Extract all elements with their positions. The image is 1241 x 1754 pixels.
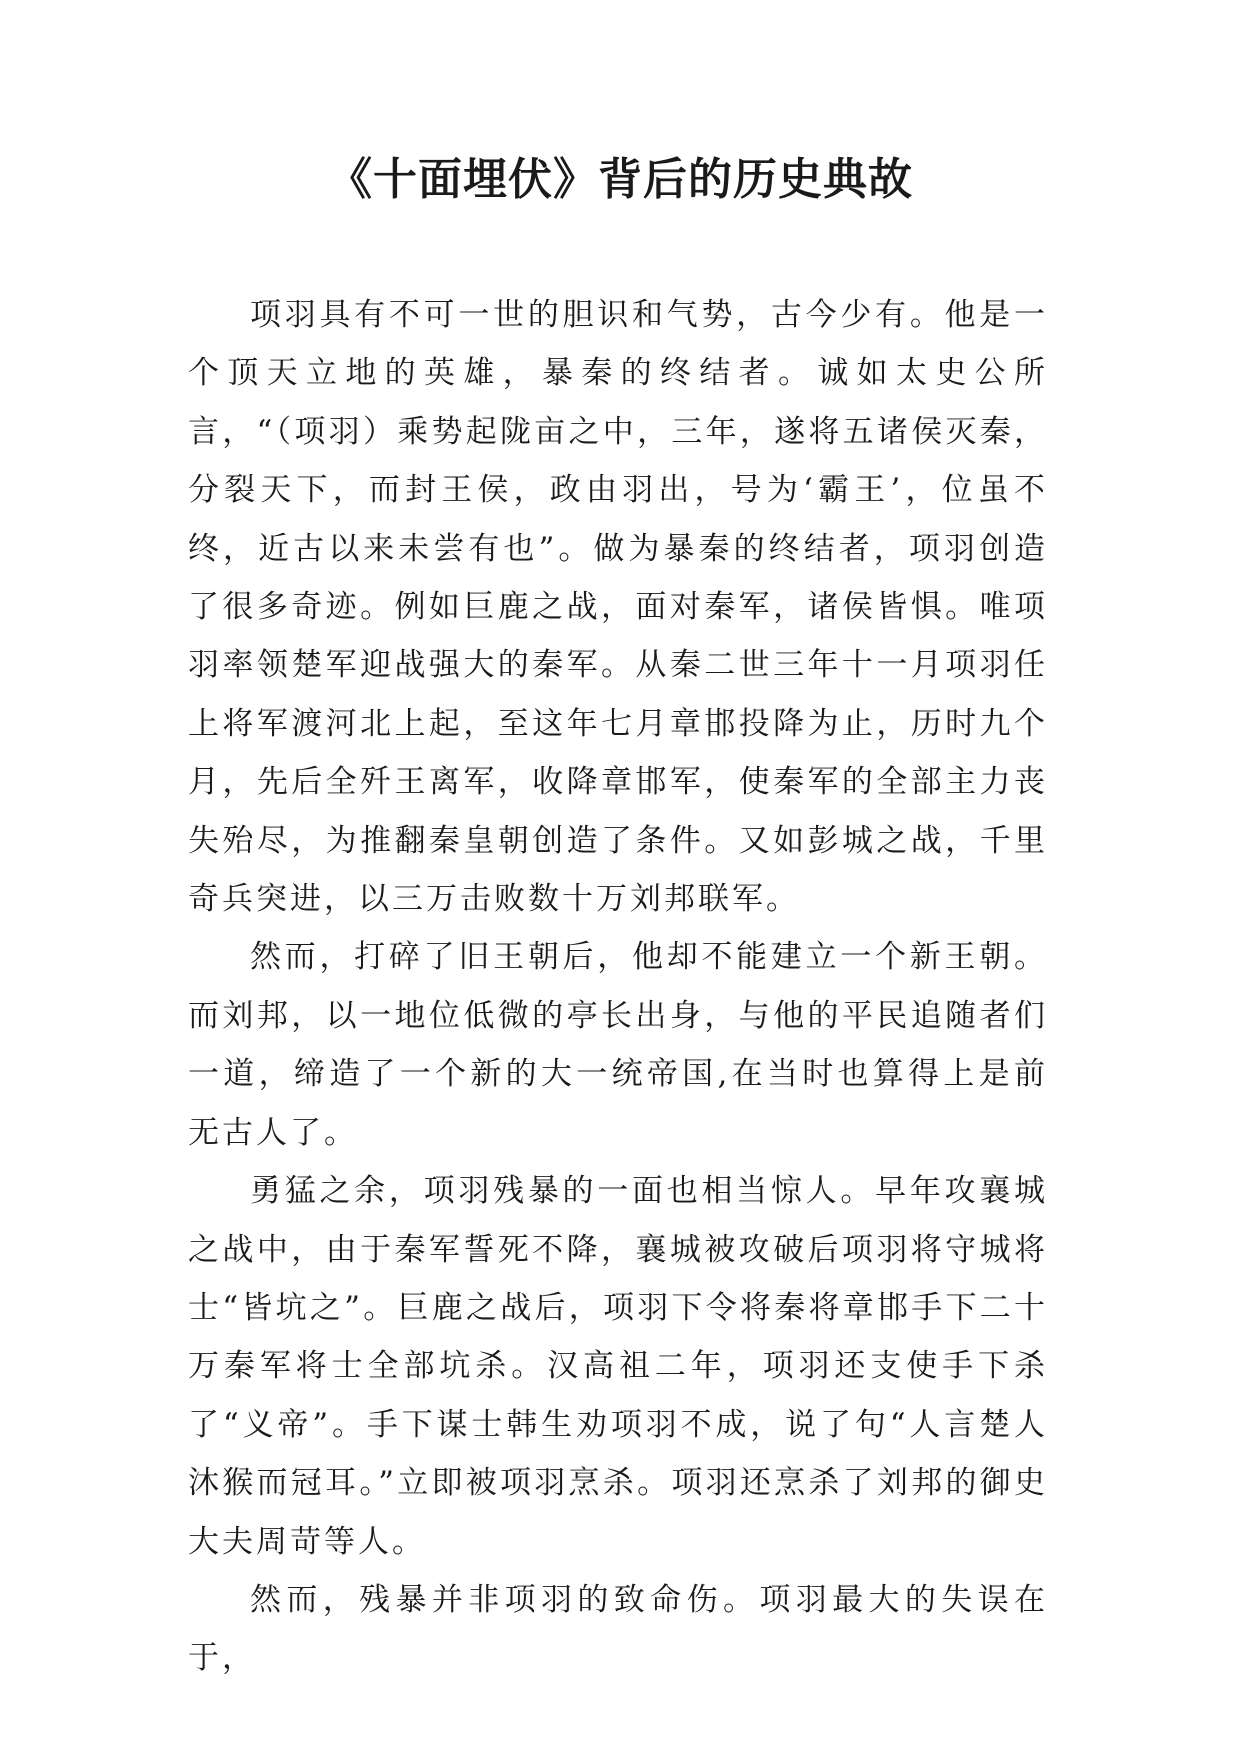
paragraph: 勇猛之余，项羽残暴的一面也相当惊人。早年攻襄城之战中，由于秦军誓死不降，襄城被攻破后项羽将守城将士“皆坑之”。巨鹿之战后，项羽下令将秦将章邯手下二十万秦军将士全部坑杀。汉高祖二年，项羽还支使手下杀了“义帝”。手下谋士韩生劝项羽不成，说了句“人言楚人沐猴而冠耳。”立即被项羽烹杀。项羽还烹杀了刘邦的御史大夫周苛等人。 — [188, 1173, 1048, 1560]
paragraph: 然而，残暴并非项羽的致命伤。项羽最大的失误在于， — [188, 1581, 1048, 1677]
paragraph: 然而，打碎了旧王朝后，他却不能建立一个新王朝。而刘邦，以一地位低微的亭长出身，与他的平民追随者们一道，缔造了一个新的大一统帝国,在当时也算得上是前无古人了。 — [188, 939, 1048, 1151]
document-title: 《十面埋伏》背后的历史典故 — [328, 154, 913, 205]
document-body — [188, 286, 1048, 1688]
paragraph: 项羽具有不可一世的胆识和气势，古今少有。他是一个顶天立地的英雄，暴秦的终结者。诚如太史公所言，“（项羽）乘势起陇亩之中，三年，遂将五诸侯灭秦，分裂天下，而封王侯，政由羽出，号为‘霸王’，位虽不终，近古以来未尝有也”。做为暴秦的终结者，项羽创造了很多奇迹。例如巨鹿之战，面对秦军，诸侯皆惧。唯项羽率领楚军迎战强大的秦军。从秦二世三年十一月项羽任上将军渡河北上起，至这年七月章邯投降为止，历时九个月，先后全歼王离军，收降章邯军，使秦军的全部主力丧失殆尽，为推翻秦皇朝创造了条件。又如彭城之战，千里奇兵突进，以三万击败数十万刘邦联军。 — [188, 297, 1048, 918]
